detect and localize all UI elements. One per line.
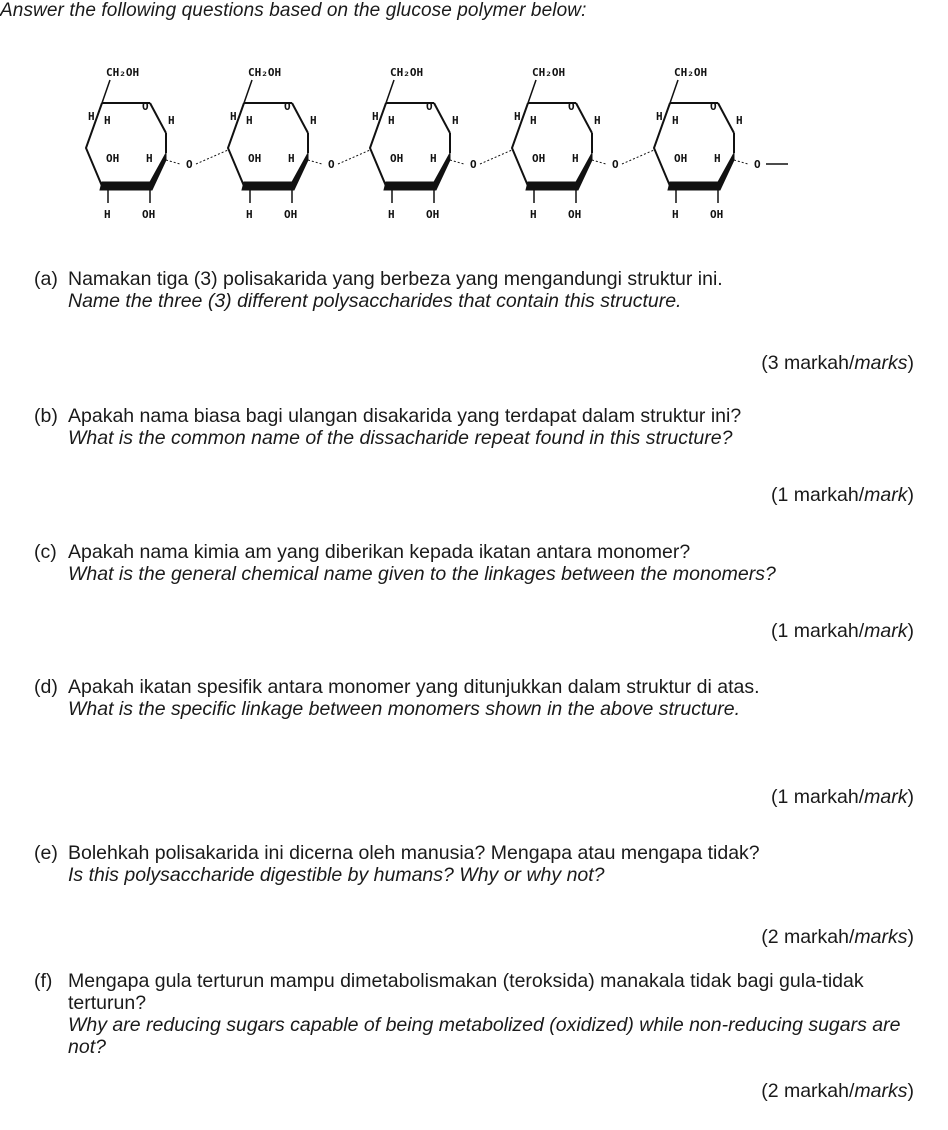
- glycosidic-oxygen-label: O: [754, 158, 761, 171]
- ch2oh-bond: [102, 80, 110, 103]
- hydroxyl-label: OH: [426, 208, 440, 221]
- hydrogen-label: H: [530, 208, 537, 221]
- ring-oxygen-label: O: [426, 100, 433, 113]
- glycosidic-bond: [592, 160, 606, 164]
- hydrogen-label: H: [104, 208, 111, 221]
- hydrogen-label: H: [168, 114, 175, 127]
- glycosidic-bond: [450, 160, 464, 164]
- ch2oh-label: CH₂OH: [532, 66, 566, 79]
- question-e: [34, 842, 914, 886]
- hydroxyl-label: OH: [390, 152, 404, 165]
- instructions-text: Answer the following questions based on the glucose polymer below:: [0, 0, 587, 21]
- ch2oh-label: CH₂OH: [674, 66, 708, 79]
- question-letter: (a): [34, 268, 58, 290]
- question-b: [34, 405, 914, 449]
- question-text-ms: Namakan tiga (3) polisakarida yang berbeza yang mengandungi struktur ini.: [68, 268, 723, 290]
- glycosidic-bond: [480, 150, 512, 164]
- ch2oh-bond: [244, 80, 252, 103]
- hydroxyl-label: OH: [568, 208, 582, 221]
- hydroxyl-label: OH: [674, 152, 688, 165]
- marks-label: (2 markah/marks): [761, 926, 914, 948]
- glycosidic-bond: [196, 150, 228, 164]
- marks-label: (1 markah/mark): [770, 620, 914, 642]
- question-a: [34, 268, 914, 312]
- glycosidic-bond: [308, 160, 322, 164]
- marks-label: (1 markah/mark): [770, 786, 914, 808]
- glycosidic-bond: [734, 160, 748, 164]
- hydrogen-label: H: [388, 114, 395, 127]
- hydroxyl-label: OH: [142, 208, 156, 221]
- glycosidic-oxygen-label: O: [186, 158, 193, 171]
- hydrogen-label: H: [230, 110, 237, 123]
- hydrogen-label: H: [594, 114, 601, 127]
- ch2oh-bond: [386, 80, 394, 103]
- question-c: [34, 541, 914, 585]
- question-text-en: What is the general chemical name given to the linkages between the monomers?: [68, 563, 776, 585]
- hydrogen-label: H: [288, 152, 295, 165]
- hydrogen-label: H: [310, 114, 317, 127]
- hydroxyl-label: OH: [284, 208, 298, 221]
- glycosidic-oxygen-label: O: [612, 158, 619, 171]
- marks-label: (3 markah/marks): [761, 352, 914, 374]
- ring-oxygen-label: O: [568, 100, 575, 113]
- hydroxyl-label: OH: [248, 152, 262, 165]
- ring-right-bond: [292, 103, 308, 133]
- question-letter: (d): [34, 676, 58, 698]
- ring-right-bond: [434, 103, 450, 133]
- question-text-ms: Mengapa gula terturun mampu dimetabolismakan (teroksida) manakala tidak bagi gula-tidak terturun?: [68, 970, 864, 1014]
- ring-oxygen-label: O: [142, 100, 149, 113]
- question-letter: (b): [34, 405, 58, 427]
- question-text-ms: Bolehkah polisakarida ini dicerna oleh manusia? Mengapa atau mengapa tidak?: [68, 842, 760, 864]
- marks-label: (2 markah/marks): [761, 1080, 914, 1102]
- question-text-en: Why are reducing sugars capable of being metabolized (oxidized) while non-reducing sugars are not?: [68, 1014, 901, 1058]
- question-d: [34, 676, 914, 720]
- question-letter: (f): [34, 970, 53, 992]
- glycosidic-oxygen-label: O: [470, 158, 477, 171]
- hydrogen-label: H: [514, 110, 521, 123]
- hydrogen-label: H: [672, 208, 679, 221]
- ring-right-bond: [576, 103, 592, 133]
- ch2oh-label: CH₂OH: [248, 66, 282, 79]
- ch2oh-label: CH₂OH: [390, 66, 424, 79]
- hydrogen-label: H: [714, 152, 721, 165]
- glucose-polymer-structure: [60, 58, 820, 238]
- glucose-polymer-diagram: [60, 58, 820, 238]
- question-text-en: What is the specific linkage between monomers shown in the above structure.: [68, 698, 741, 720]
- hydrogen-label: H: [246, 114, 253, 127]
- hydroxyl-label: OH: [106, 152, 120, 165]
- ch2oh-label: CH₂OH: [106, 66, 140, 79]
- hydrogen-label: H: [452, 114, 459, 127]
- ch2oh-bond: [528, 80, 536, 103]
- question-text-ms: Apakah ikatan spesifik antara monomer yang ditunjukkan dalam struktur di atas.: [68, 676, 760, 698]
- glycosidic-bond: [166, 160, 180, 164]
- question-f: [34, 970, 914, 1058]
- hydrogen-label: H: [430, 152, 437, 165]
- hydrogen-label: H: [572, 152, 579, 165]
- question-text-en: Is this polysaccharide digestible by humans? Why or why not?: [68, 864, 605, 886]
- hydrogen-label: H: [246, 208, 253, 221]
- hydrogen-label: H: [656, 110, 663, 123]
- hydrogen-label: H: [672, 114, 679, 127]
- hydrogen-label: H: [104, 114, 111, 127]
- marks-label: (1 markah/mark): [770, 484, 914, 506]
- glycosidic-bond: [622, 150, 654, 164]
- hydrogen-label: H: [88, 110, 95, 123]
- hydrogen-label: H: [388, 208, 395, 221]
- question-text-ms: Apakah nama biasa bagi ulangan disakarida yang terdapat dalam struktur ini?: [68, 405, 742, 427]
- hydrogen-label: H: [736, 114, 743, 127]
- ring-right-bond: [150, 103, 166, 133]
- ring-right-bond: [718, 103, 734, 133]
- ring-oxygen-label: O: [710, 100, 717, 113]
- glycosidic-oxygen-label: O: [328, 158, 335, 171]
- hydroxyl-label: OH: [710, 208, 724, 221]
- hydrogen-label: H: [372, 110, 379, 123]
- question-text-ms: Apakah nama kimia am yang diberikan kepada ikatan antara monomer?: [68, 541, 691, 563]
- hydroxyl-label: OH: [532, 152, 546, 165]
- hydrogen-label: H: [146, 152, 153, 165]
- question-letter: (e): [34, 842, 58, 864]
- hydrogen-label: H: [530, 114, 537, 127]
- ring-oxygen-label: O: [284, 100, 291, 113]
- question-text-en: What is the common name of the dissacharide repeat found in this structure?: [68, 427, 733, 449]
- ch2oh-bond: [670, 80, 678, 103]
- glycosidic-bond: [338, 150, 370, 164]
- question-text-en: Name the three (3) different polysaccharides that contain this structure.: [68, 290, 682, 312]
- question-letter: (c): [34, 541, 57, 563]
